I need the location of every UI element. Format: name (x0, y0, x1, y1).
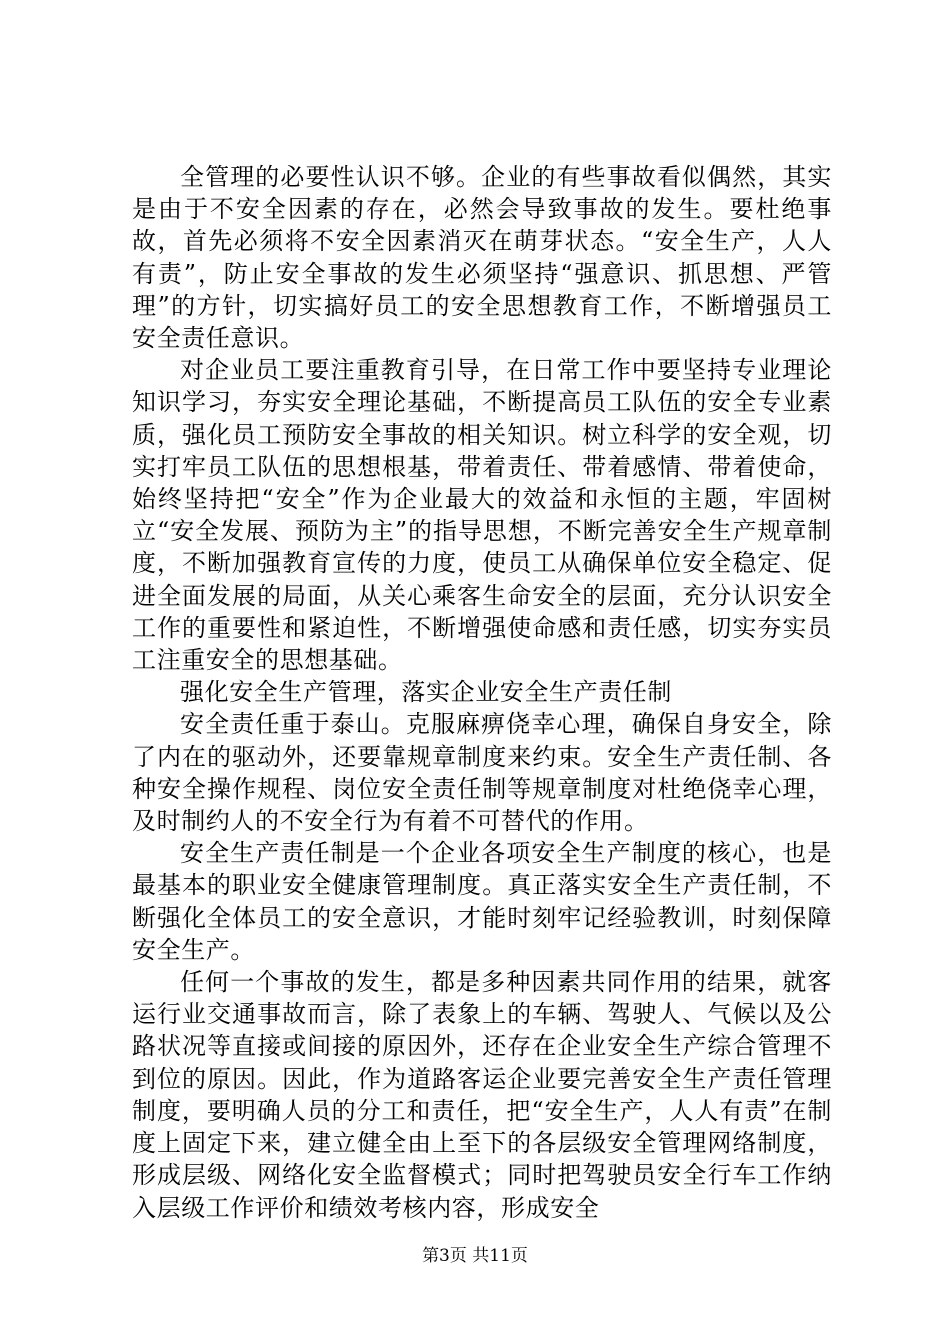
paragraph-2: 对企业员工要注重教育引导，在日常工作中要坚持专业理论知识学习，夯实安全理论基础，不断提高员工队伍的安全专业素质，强化员工预防安全事故的相关知识。树立科学的安全观，切实打牢员工队伍的思想根基，带着责任、带着感情、带着使命，始终坚持把“安全”作为企业最大的效益和永恒的主题，牢固树立“安全发展、预防为主”的指导思想，不断完善安全生产规章制度，不断加强教育宣传的力度，使员工从确保单位安全稳定、促进全面发展的局面，从关心乘客生命安全的层面，充分认识安全工作的重要性和紧迫性，不断增强使命感和责任感，切实夯实员工注重安全的思想基础。 (132, 356, 832, 675)
paragraph-1: 全管理的必要性认识不够。企业的有些事故看似偶然，其实是由于不安全因素的存在，必然会导致事故的发生。要杜绝事故，首先必须将不安全因素消灭在萌芽状态。“安全生产，人人有责”，防止安全事故的发生必须坚持“强意识、抓思想、严管理”的方针，切实搞好员工的安全思想教育工作，不断增强员工安全责任意识。 (132, 163, 832, 353)
document-body (132, 161, 832, 1224)
paragraph-4: 安全生产责任制是一个企业各项安全生产制度的核心，也是最基本的职业安全健康管理制度。真正落实安全生产责任制，不断强化全体员工的安全意识，才能时刻牢记经验教训，时刻保障安全生产。 (132, 839, 832, 964)
page-number-footer: 第3页 共11页 (422, 1246, 528, 1266)
paragraph-3: 安全责任重于泰山。克服麻痹侥幸心理，确保自身安全，除了内在的驱动外，还要靠规章制度来约束。安全生产责任制、各种安全操作规程、岗位安全责任制等规章制度对杜绝侥幸心理，及时制约人的不安全行为有着不可替代的作用。 (132, 710, 832, 836)
paragraph-5: 任何一个事故的发生，都是多种因素共同作用的结果，就客运行业交通事故而言，除了表象上的车辆、驾驶人、气候以及公路状况等直接或间接的原因外，还存在企业安全生产综合管理不到位的原因。因此，作为道路客运企业要完善安全生产责任管理制度，要明确人员的分工和责任，把“安全生产，人人有责”在制度上固定下来，建立健全由上至下的各层级安全管理网络制度，形成层级、网络化安全监督模式；同时把驾驶员安全行车工作纳入层级工作评价和绩效考核内容，形成安全 (132, 968, 832, 1222)
section-heading: 强化安全生产管理，落实企业安全生产责任制 (180, 678, 672, 707)
